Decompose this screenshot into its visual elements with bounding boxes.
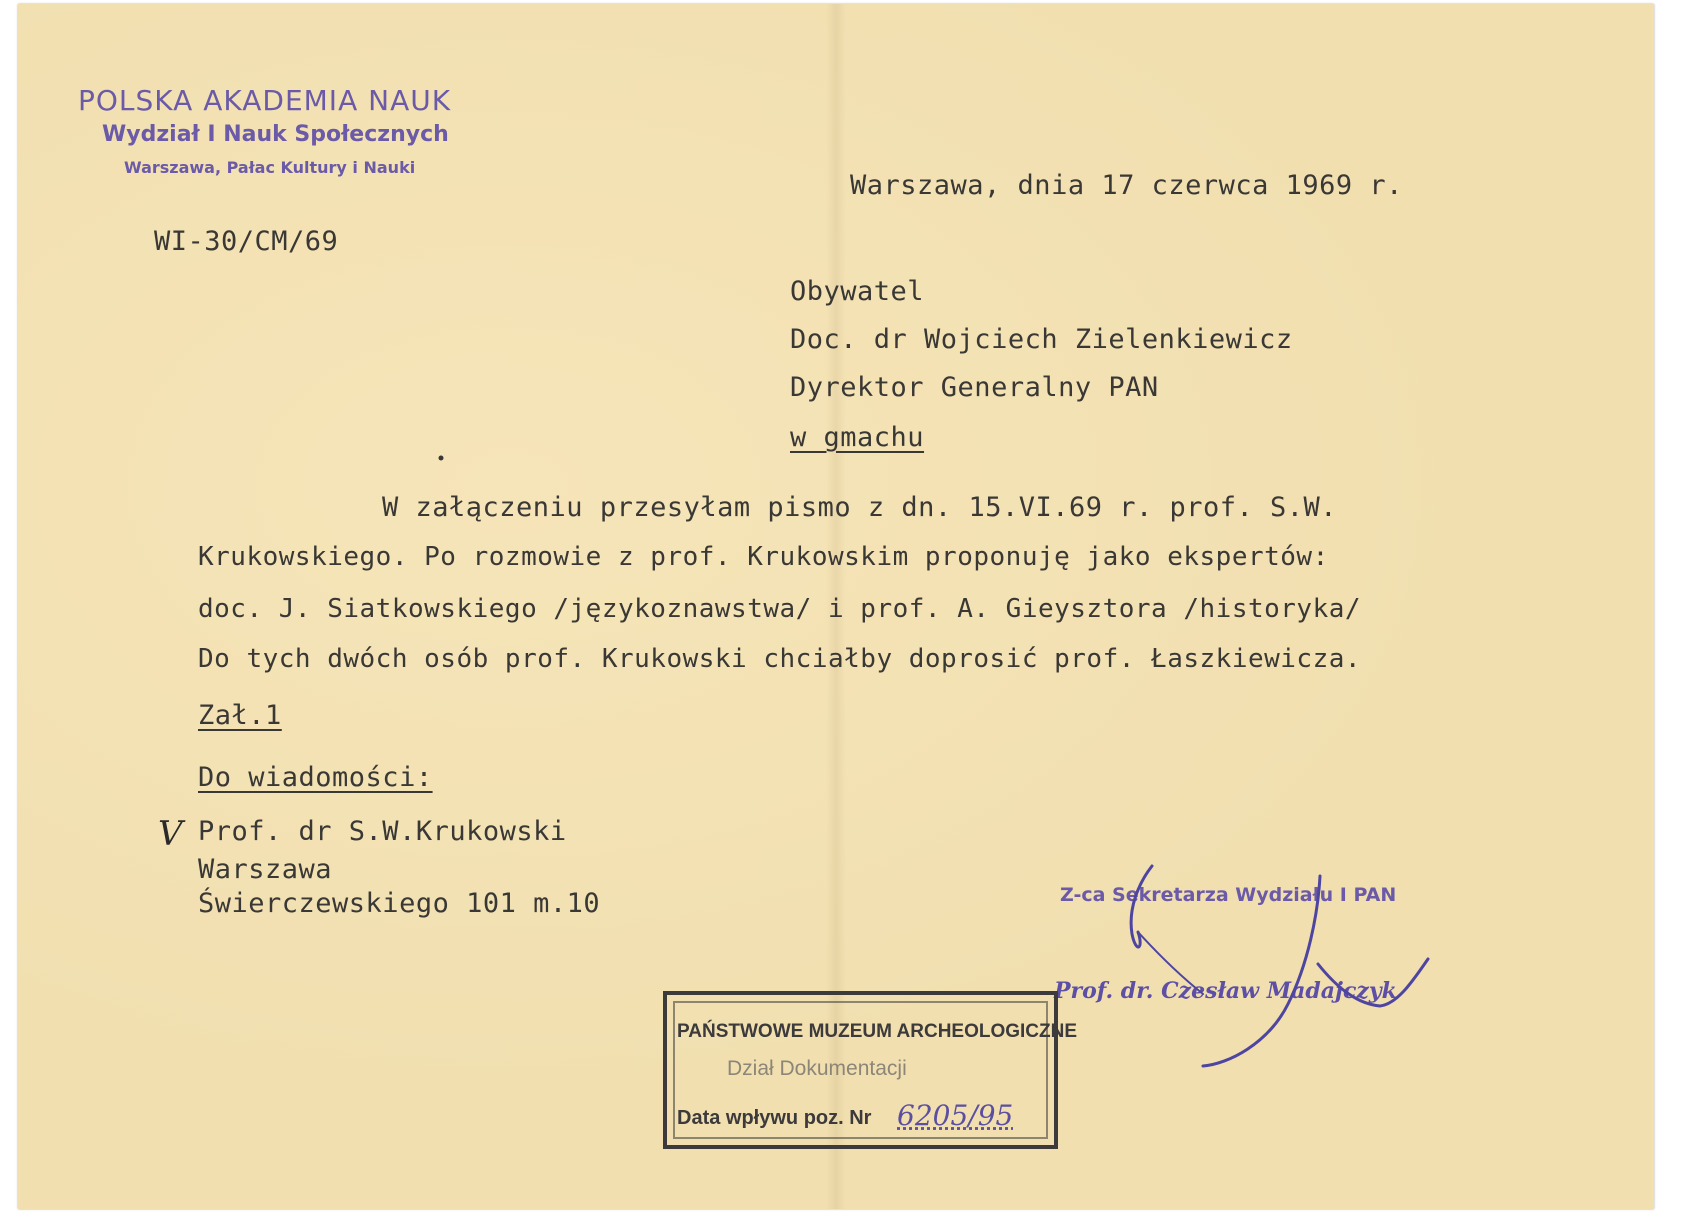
cc-line-3: Świerczewskiego 101 m.10 bbox=[198, 888, 601, 919]
letterhead-line-2: Wydział I Nauk Społecznych bbox=[102, 122, 449, 147]
date-line: Warszawa, dnia 17 czerwca 1969 r. bbox=[850, 170, 1403, 201]
body-line-1: W załączeniu przesyłam pismo z dn. 15.VI.69 r. prof. S.W. bbox=[382, 492, 1338, 523]
signatory-title: Z-ca Sekretarza Wydziału I PAN bbox=[1060, 884, 1397, 906]
cc-tick-mark: V bbox=[158, 814, 184, 854]
recipient-line-1: Obywatel bbox=[790, 276, 925, 307]
letterhead-line-3: Warszawa, Pałac Kultury i Nauki bbox=[124, 158, 416, 177]
attachment-label: Zał.1 bbox=[198, 700, 282, 731]
cc-heading: Do wiadomości: bbox=[198, 762, 433, 793]
handwritten-signature bbox=[18, 4, 1654, 1209]
recipient-line-4: w gmachu bbox=[790, 422, 925, 453]
museum-stamp-line-3: Data wpływu poz. Nr bbox=[677, 1107, 872, 1129]
museum-stamp-line-1: PAŃSTWOWE MUZEUM ARCHEOLOGICZNE bbox=[677, 1021, 1078, 1042]
signatory-name: Prof. dr. Czesław Madajczyk bbox=[1054, 978, 1397, 1004]
body-line-3: doc. J. Siatkowskiego /językoznawstwa/ i prof. A. Gieysztora /historyka/ bbox=[198, 594, 1362, 624]
museum-stamp-number: 6205/95 bbox=[897, 1099, 1014, 1132]
recipient-line-2: Doc. dr Wojciech Zielenkiewicz bbox=[790, 324, 1293, 355]
letter-paper bbox=[18, 4, 1654, 1209]
letterhead-line-1: POLSKA AKADEMIA NAUK bbox=[78, 84, 452, 117]
body-line-4: Do tych dwóch osób prof. Krukowski chciałby doprosić prof. Łaszkiewicza. bbox=[198, 644, 1362, 674]
reference-number: WI-30/CM/69 bbox=[154, 226, 339, 257]
recipient-line-3: Dyrektor Generalny PAN bbox=[790, 372, 1159, 403]
body-line-2: Krukowskiego. Po rozmowie z prof. Krukowskim proponuję jako ekspertów: bbox=[198, 542, 1329, 572]
museum-stamp-line-2: Dział Dokumentacji bbox=[727, 1057, 907, 1080]
cc-line-1: Prof. dr S.W.Krukowski bbox=[198, 816, 567, 847]
cc-line-2: Warszawa bbox=[198, 854, 333, 885]
